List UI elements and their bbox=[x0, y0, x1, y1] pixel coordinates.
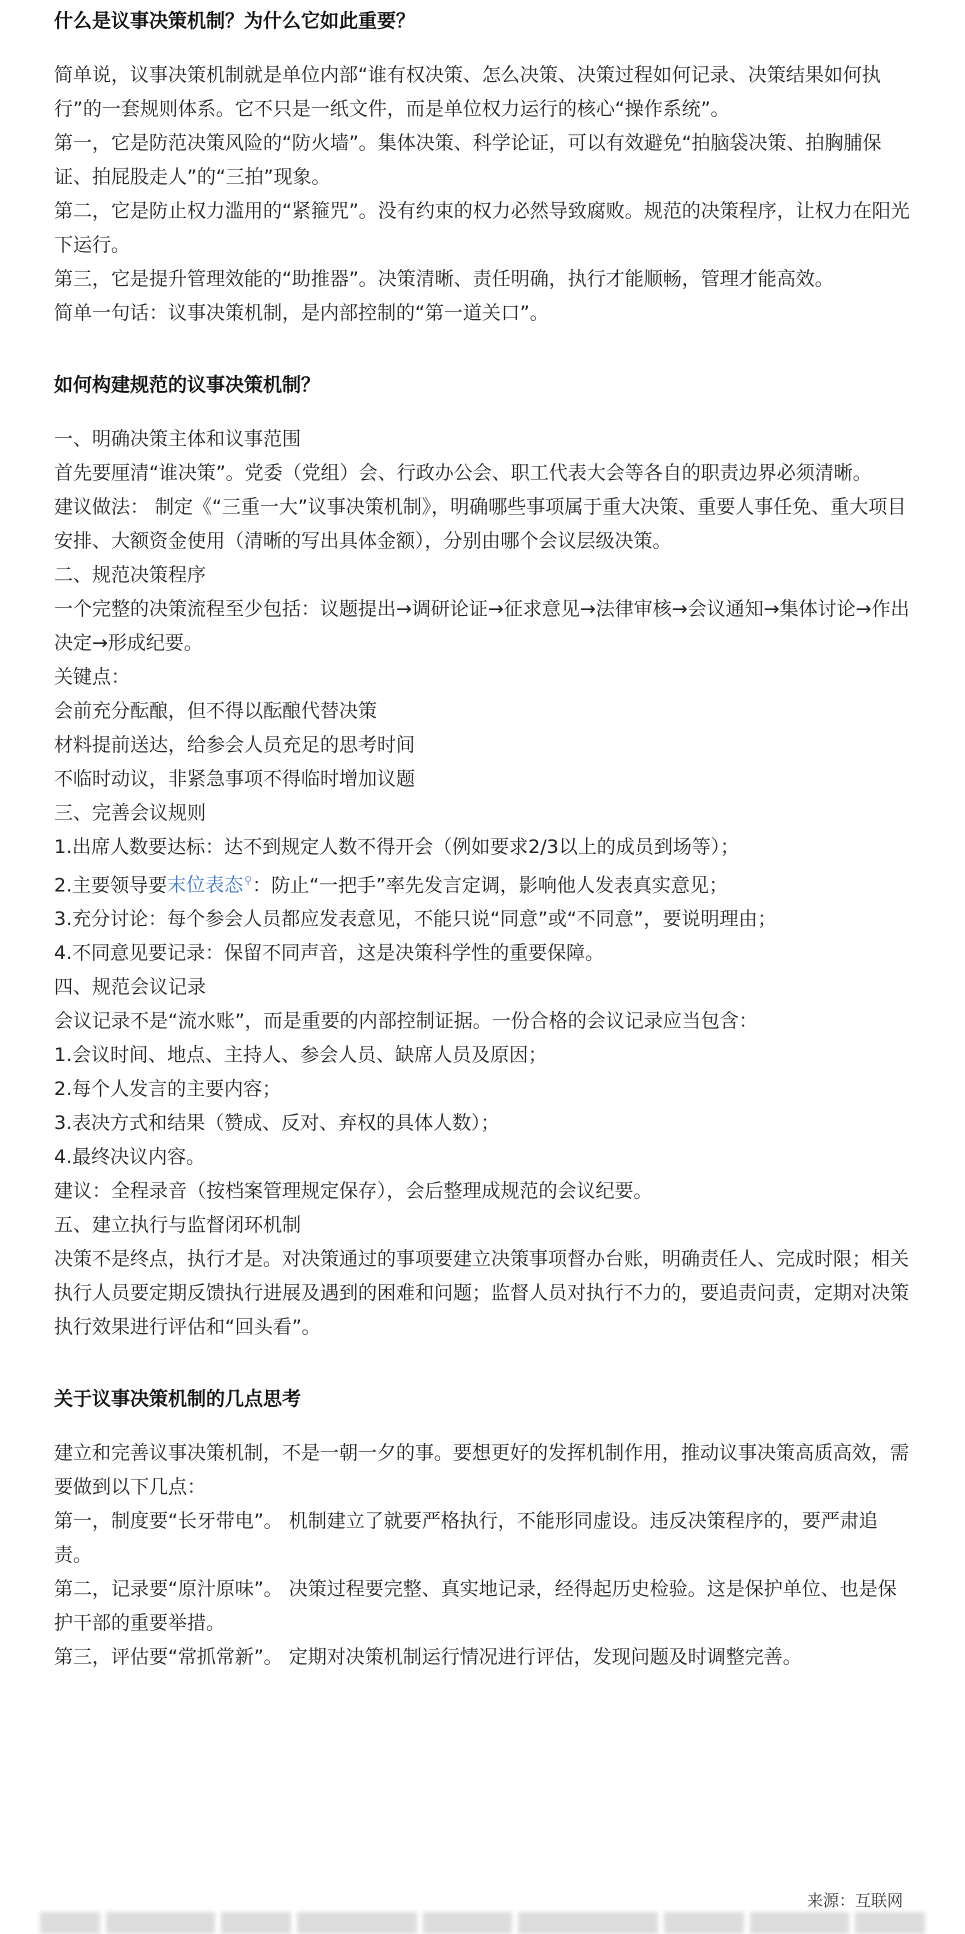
paragraph: 3.充分讨论：每个参会人员都应发表意见，不能只说“同意”或“不同意”，要说明理由； bbox=[54, 908, 777, 931]
blurred-footer bbox=[40, 1912, 925, 1934]
section-thoughts bbox=[54, 1382, 914, 1674]
article-body bbox=[54, 0, 914, 1674]
keyword-link-text[interactable]: 末位表态 bbox=[167, 874, 244, 897]
paragraph: 会前充分酝酿，但不得以酝酿代替决策 bbox=[54, 700, 378, 722]
paragraph: 建议做法： 制定《“三重一大”议事决策机制》，明确哪些事项属于重大决策、重要人事任免、重大项目安排、大额资金使用（清晰的写出具体金额），分别由哪个会议层级决策。 bbox=[54, 496, 907, 552]
subheading: 四、规范会议记录 bbox=[54, 976, 207, 999]
paragraph-with-link bbox=[54, 864, 914, 902]
paragraph: 2.每个人发言的主要内容； bbox=[54, 1078, 282, 1101]
paragraph: 4.不同意见要记录：保留不同声音，这是决策科学性的重要保障。 bbox=[54, 942, 605, 965]
paragraph: 第一，制度要“长牙带电”。 机制建立了就要严格执行，不能形同虚设。违反决策程序的，要严肃追责。 bbox=[54, 1510, 878, 1567]
section-heading: 如何构建规范的议事决策机制？ bbox=[54, 374, 321, 396]
paragraph: 第二，记录要“原汁原味”。 决策过程要完整、真实地记录，经得起历史检验。这是保护单位、也是保护干部的重要举措。 bbox=[54, 1578, 897, 1635]
subheading: 三、完善会议规则 bbox=[54, 802, 207, 824]
paragraph: 第二，它是防止权力滥用的“紧箍咒”。没有约束的权力必然导致腐败。规范的决策程序，让权力在阳光下运行。 bbox=[54, 200, 910, 256]
paragraph: 决策不是终点，执行才是。对决策通过的事项要建立决策事项督办台账，明确责任人、完成时限；相关执行人员要定期反馈执行进展及遇到的困难和问题；监督人员对执行不力的，要追责问责，定期对决策执行效果进行评估和“回头看”。 bbox=[54, 1248, 910, 1339]
paragraph: 会议记录不是“流水账”，而是重要的内部控制证据。一份合格的会议记录应当包含： bbox=[54, 1010, 758, 1033]
section-heading: 什么是议事决策机制？为什么它如此重要？ bbox=[54, 10, 416, 32]
paragraph: 4.最终决议内容。 bbox=[54, 1146, 206, 1169]
subheading: 二、规范决策程序 bbox=[54, 564, 207, 586]
paragraph: 一个完整的决策流程至少包括：议题提出→调研论证→征求意见→法律审核→会议通知→集体讨论→作出决定→形成纪要。 bbox=[54, 598, 910, 654]
paragraph: 1.会议时间、地点、主持人、参会人员、缺席人员及原因； bbox=[54, 1044, 548, 1067]
subheading: 五、建立执行与监督闭环机制 bbox=[54, 1214, 302, 1237]
section-how-to-build bbox=[54, 368, 914, 1344]
section-importance bbox=[54, 4, 914, 330]
paragraph: 不临时动议，非紧急事项不得临时增加议题 bbox=[54, 768, 416, 790]
rule-suffix: ：防止“一把手”率先发言定调，影响他人发表真实意见； bbox=[252, 874, 728, 897]
paragraph: 简单一句话：议事决策机制，是内部控制的“第一道关口”。 bbox=[54, 302, 549, 324]
paragraph: 首先要厘清“谁决策”。党委（党组）会、行政办公会、职工代表大会等各自的职责边界必须清晰。 bbox=[54, 462, 872, 484]
paragraph: 第三，评估要“常抓常新”。 定期对决策机制运行情况进行评估，发现问题及时调整完善。 bbox=[54, 1646, 802, 1669]
paragraph: 第三，它是提升管理效能的“助推器”。决策清晰、责任明确，执行才能顺畅，管理才能高效。 bbox=[54, 268, 834, 290]
paragraph: 简单说，议事决策机制就是单位内部“谁有权决策、怎么决策、决策过程如何记录、决策结果如何执行”的一套规则体系。它不只是一纸文件，而是单位权力运行的核心“操作系统”。 bbox=[54, 64, 881, 120]
search-icon[interactable]: ⚲ bbox=[244, 874, 253, 887]
section-heading: 关于议事决策机制的几点思考 bbox=[54, 1388, 302, 1411]
rule-prefix: 2.主要领导要 bbox=[54, 874, 168, 897]
paragraph: 第一，它是防范决策风险的“防火墙”。集体决策、科学论证，可以有效避免“拍脑袋决策、拍胸脯保证、拍屁股走人”的“三拍”现象。 bbox=[54, 132, 882, 188]
paragraph: 材料提前送达，给参会人员充足的思考时间 bbox=[54, 734, 416, 756]
paragraph: 关键点： bbox=[54, 666, 131, 688]
paragraph: 1.出席人数要达标：达不到规定人数不得开会（例如要求2/3以上的成员到场等）； bbox=[54, 836, 740, 858]
paragraph: 建立和完善议事决策机制，不是一朝一夕的事。要想更好的发挥机制作用，推动议事决策高质高效，需要做到以下几点： bbox=[54, 1442, 910, 1499]
paragraph: 建议：全程录音（按档案管理规定保存），会后整理成规范的会议纪要。 bbox=[54, 1180, 653, 1203]
keyword-link[interactable] bbox=[167, 874, 252, 896]
source-credit: 来源：互联网 bbox=[806, 1891, 903, 1910]
paragraph: 3.表决方式和结果（赞成、反对、弃权的具体人数）； bbox=[54, 1112, 500, 1135]
subheading: 一、明确决策主体和议事范围 bbox=[54, 428, 302, 450]
